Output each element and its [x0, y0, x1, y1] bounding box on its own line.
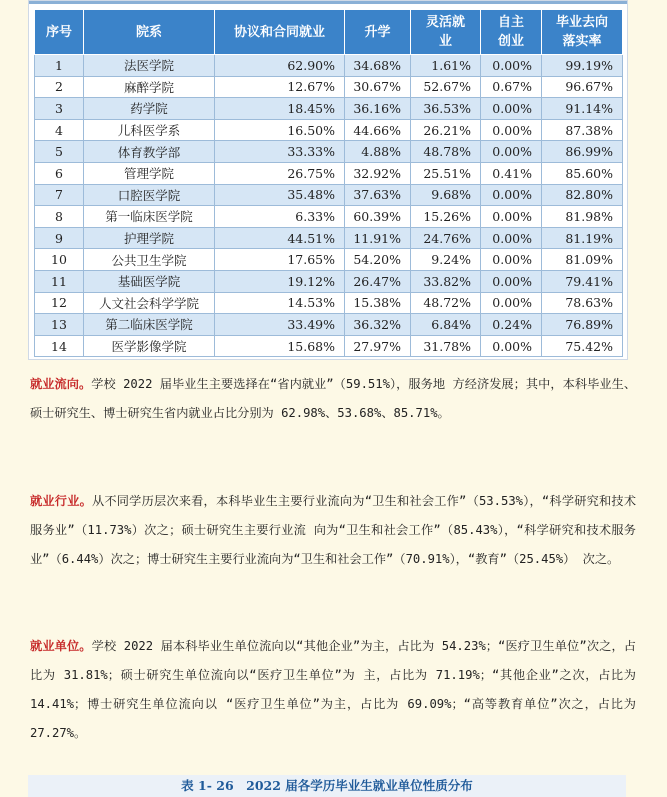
cell-self-employment: 0.00%	[481, 184, 542, 206]
cell-placement-rate: 91.14%	[542, 98, 623, 120]
cell-placement-rate: 86.99%	[542, 141, 623, 163]
cell-contract-employment: 17.65%	[215, 249, 345, 271]
table-row	[35, 249, 623, 271]
cell-contract-employment: 15.68%	[215, 335, 345, 357]
cell-placement-rate: 78.63%	[542, 292, 623, 314]
cell-index: 2	[35, 76, 84, 98]
header-flexible-employment: 灵活就业	[411, 10, 481, 55]
cell-self-employment: 0.00%	[481, 335, 542, 357]
cell-index: 13	[35, 314, 84, 336]
cell-further-study: 26.47%	[345, 270, 411, 292]
cell-self-employment: 0.00%	[481, 55, 542, 77]
paragraph-text: 从不同学历层次来看，本科毕业生主要行业流向为“卫生和社会工作”（53.53%），“科学研究和技术服务业”（11.73%）次之；硕士研究生主要行业流 向为“卫生和社会工作”（85.43%），“科学研究和技术服务业”（6.44%）次之；博士研究生主要行业流向为“卫生和社会工作”（70.91%），“教育”（25.45%） 次之。	[30, 494, 637, 566]
cell-department: 医学影像学院	[84, 335, 215, 357]
cell-flexible-employment: 6.84%	[411, 314, 481, 336]
cell-placement-rate: 81.98%	[542, 206, 623, 228]
paragraph-lead: 就业流向。	[30, 377, 92, 391]
header-self-employment: 自主创业	[481, 10, 542, 55]
graduate-destination-table	[34, 9, 623, 357]
cell-department: 药学院	[84, 98, 215, 120]
cell-self-employment: 0.00%	[481, 227, 542, 249]
cell-department: 管理学院	[84, 162, 215, 184]
cell-placement-rate: 75.42%	[542, 335, 623, 357]
paragraph-text: 学校 2022 届毕业生主要选择在“省内就业”（59.51%），服务地 方经济发展；其中，本科毕业生、硕士研究生、博士研究生省内就业占比分别为 62.98%、53.68%、85.71%。	[30, 377, 637, 420]
cell-further-study: 60.39%	[345, 206, 411, 228]
cell-index: 4	[35, 119, 84, 141]
table-row	[35, 98, 623, 120]
cell-self-employment: 0.00%	[481, 141, 542, 163]
cell-further-study: 37.63%	[345, 184, 411, 206]
paragraph-employment-industry	[30, 487, 636, 574]
cell-contract-employment: 16.50%	[215, 119, 345, 141]
cell-contract-employment: 33.33%	[215, 141, 345, 163]
cell-flexible-employment: 52.67%	[411, 76, 481, 98]
header-contract-employment: 协议和合同就业	[215, 10, 345, 55]
paragraph-lead: 就业行业。	[30, 494, 92, 508]
cell-placement-rate: 85.60%	[542, 162, 623, 184]
cell-contract-employment: 26.75%	[215, 162, 345, 184]
cell-department: 第一临床医学院	[84, 206, 215, 228]
cell-placement-rate: 96.67%	[542, 76, 623, 98]
cell-placement-rate: 79.41%	[542, 270, 623, 292]
table-row	[35, 184, 623, 206]
cell-placement-rate: 81.09%	[542, 249, 623, 271]
cell-index: 3	[35, 98, 84, 120]
table-row	[35, 270, 623, 292]
cell-further-study: 4.88%	[345, 141, 411, 163]
cell-contract-employment: 19.12%	[215, 270, 345, 292]
cell-flexible-employment: 36.53%	[411, 98, 481, 120]
table-row	[35, 76, 623, 98]
table-row	[35, 162, 623, 184]
table-top-rule	[29, 1, 627, 4]
cell-further-study: 44.66%	[345, 119, 411, 141]
cell-contract-employment: 44.51%	[215, 227, 345, 249]
cell-flexible-employment: 33.82%	[411, 270, 481, 292]
header-further-study: 升学	[345, 10, 411, 55]
paragraph-employment-flow	[30, 370, 636, 428]
cell-flexible-employment: 9.24%	[411, 249, 481, 271]
table-body	[35, 55, 623, 357]
table-header-row	[35, 10, 623, 55]
paragraph-lead: 就业单位。	[30, 639, 92, 653]
cell-index: 11	[35, 270, 84, 292]
cell-flexible-employment: 48.78%	[411, 141, 481, 163]
cell-department: 麻醉学院	[84, 76, 215, 98]
cell-index: 7	[35, 184, 84, 206]
table-row	[35, 335, 623, 357]
table-container	[28, 0, 628, 360]
table-caption: 表 1- 26 2022 届各学历毕业生就业单位性质分布	[28, 775, 626, 797]
cell-placement-rate: 99.19%	[542, 55, 623, 77]
table-row	[35, 292, 623, 314]
cell-placement-rate: 87.38%	[542, 119, 623, 141]
header-index: 序号	[35, 10, 84, 55]
cell-further-study: 30.67%	[345, 76, 411, 98]
cell-flexible-employment: 15.26%	[411, 206, 481, 228]
cell-department: 基础医学院	[84, 270, 215, 292]
cell-flexible-employment: 25.51%	[411, 162, 481, 184]
cell-flexible-employment: 9.68%	[411, 184, 481, 206]
cell-self-employment: 0.41%	[481, 162, 542, 184]
cell-self-employment: 0.00%	[481, 206, 542, 228]
cell-self-employment: 0.24%	[481, 314, 542, 336]
cell-further-study: 15.38%	[345, 292, 411, 314]
cell-further-study: 36.16%	[345, 98, 411, 120]
cell-further-study: 27.97%	[345, 335, 411, 357]
cell-flexible-employment: 48.72%	[411, 292, 481, 314]
paragraph-text: 学校 2022 届本科毕业生单位流向以“其他企业”为主，占比为 54.23%；“医疗卫生单位”次之，占比为 31.81%；硕士研究生单位流向以“医疗卫生单位”为 主，占比为 71.19%；“其他企业”之次，占比为 14.41%；博士研究生单位流向以 “医疗卫生单位”为主，占比为 69.09%；“高等教育单位”次之，占比为 27.27%。	[30, 639, 636, 740]
cell-contract-employment: 35.48%	[215, 184, 345, 206]
header-department: 院系	[84, 10, 215, 55]
cell-department: 法医学院	[84, 55, 215, 77]
cell-contract-employment: 6.33%	[215, 206, 345, 228]
cell-index: 9	[35, 227, 84, 249]
cell-placement-rate: 82.80%	[542, 184, 623, 206]
cell-department: 第二临床医学院	[84, 314, 215, 336]
cell-self-employment: 0.00%	[481, 119, 542, 141]
cell-contract-employment: 12.67%	[215, 76, 345, 98]
paragraph-employment-unit	[30, 632, 636, 748]
cell-department: 公共卫生学院	[84, 249, 215, 271]
cell-flexible-employment: 1.61%	[411, 55, 481, 77]
cell-further-study: 34.68%	[345, 55, 411, 77]
cell-index: 12	[35, 292, 84, 314]
table-row	[35, 119, 623, 141]
cell-self-employment: 0.00%	[481, 270, 542, 292]
cell-placement-rate: 81.19%	[542, 227, 623, 249]
table-row	[35, 206, 623, 228]
cell-flexible-employment: 24.76%	[411, 227, 481, 249]
cell-further-study: 54.20%	[345, 249, 411, 271]
cell-contract-employment: 14.53%	[215, 292, 345, 314]
cell-self-employment: 0.00%	[481, 292, 542, 314]
cell-further-study: 32.92%	[345, 162, 411, 184]
cell-contract-employment: 18.45%	[215, 98, 345, 120]
cell-index: 10	[35, 249, 84, 271]
cell-index: 1	[35, 55, 84, 77]
cell-placement-rate: 76.89%	[542, 314, 623, 336]
table-row	[35, 141, 623, 163]
cell-flexible-employment: 31.78%	[411, 335, 481, 357]
cell-contract-employment: 62.90%	[215, 55, 345, 77]
cell-self-employment: 0.00%	[481, 249, 542, 271]
table-row	[35, 314, 623, 336]
cell-further-study: 11.91%	[345, 227, 411, 249]
cell-index: 6	[35, 162, 84, 184]
header-placement-rate: 毕业去向落实率	[542, 10, 623, 55]
cell-department: 体育教学部	[84, 141, 215, 163]
cell-index: 14	[35, 335, 84, 357]
cell-department: 护理学院	[84, 227, 215, 249]
cell-flexible-employment: 26.21%	[411, 119, 481, 141]
cell-index: 5	[35, 141, 84, 163]
cell-self-employment: 0.67%	[481, 76, 542, 98]
cell-department: 人文社会科学学院	[84, 292, 215, 314]
cell-index: 8	[35, 206, 84, 228]
cell-self-employment: 0.00%	[481, 98, 542, 120]
cell-further-study: 36.32%	[345, 314, 411, 336]
table-row	[35, 227, 623, 249]
cell-contract-employment: 33.49%	[215, 314, 345, 336]
cell-department: 儿科医学系	[84, 119, 215, 141]
cell-department: 口腔医学院	[84, 184, 215, 206]
table-row	[35, 55, 623, 77]
